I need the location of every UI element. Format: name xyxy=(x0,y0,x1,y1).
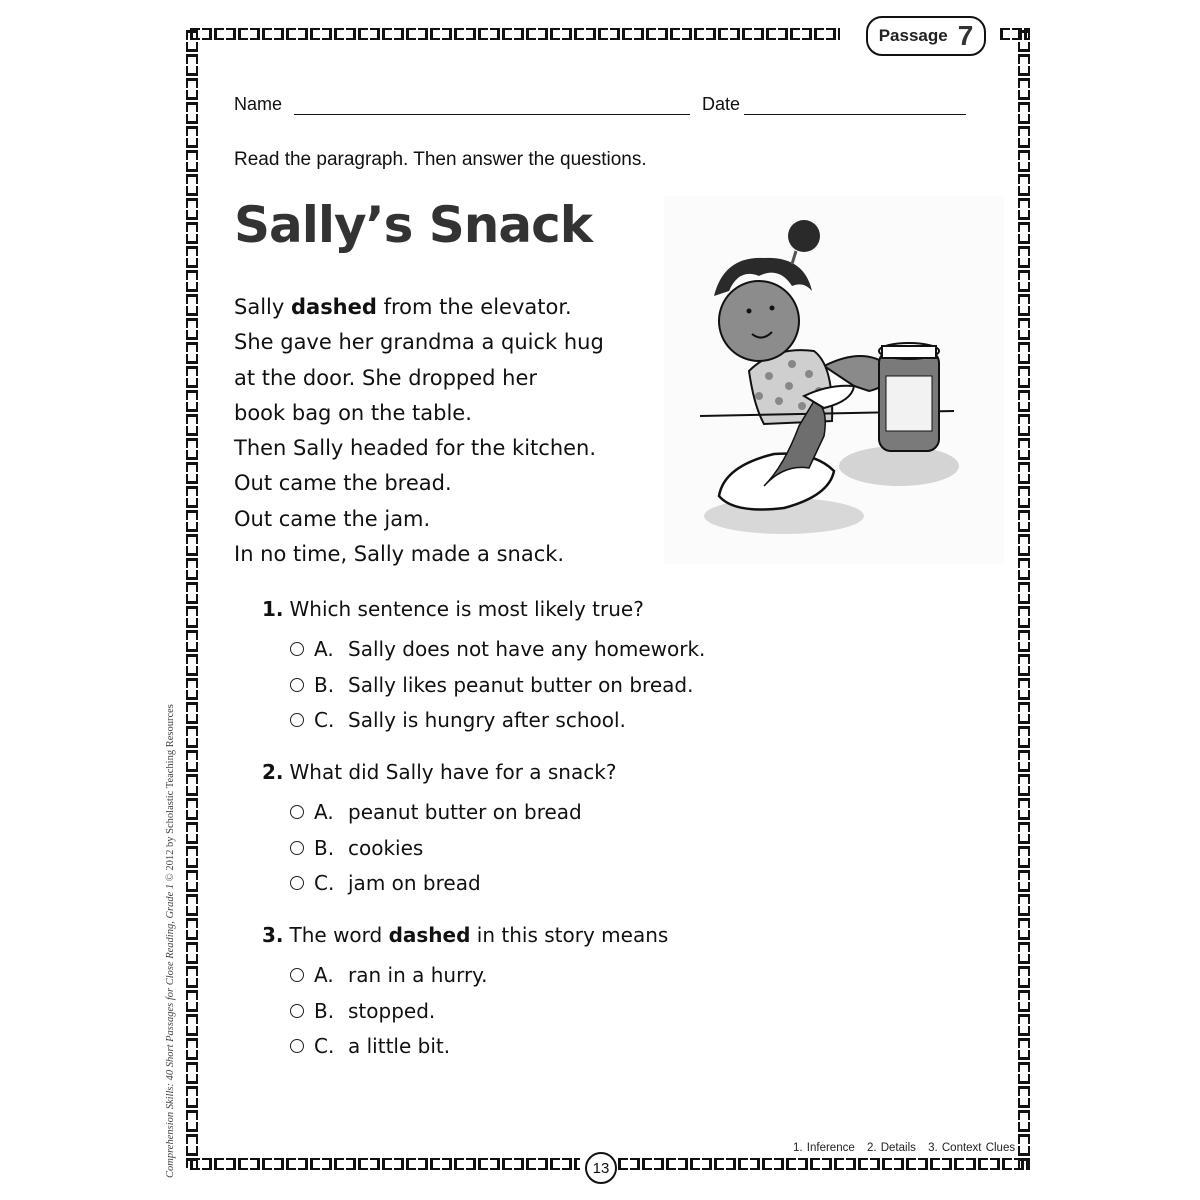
question-stem xyxy=(262,596,862,632)
answer-option-1b[interactable] xyxy=(262,667,862,703)
story-line: In no time, Sally made a snack. xyxy=(234,542,565,567)
answer-option-1a[interactable] xyxy=(262,632,862,668)
chain-border-bottom-right xyxy=(618,1158,1030,1170)
option-letter: A. xyxy=(314,963,334,988)
option-text: Sally likes peanut butter on bread. xyxy=(348,672,694,697)
passage-tag xyxy=(866,16,986,56)
option-letter: B. xyxy=(314,835,335,860)
name-field[interactable] xyxy=(294,114,690,115)
option-letter: C. xyxy=(314,708,335,733)
story-line: Out came the jam. xyxy=(234,506,431,531)
skill-label: 1. Inference xyxy=(793,1142,855,1154)
instructions: Read the paragraph. Then answer the questions. xyxy=(234,149,647,170)
radio-circle-icon[interactable] xyxy=(290,642,304,656)
question-2 xyxy=(262,759,862,901)
question-text: Which sentence is most likely true? xyxy=(289,597,644,621)
option-text: Sally is hungry after school. xyxy=(348,708,626,733)
question-text: What did Sally have for a snack? xyxy=(289,760,617,784)
vocab-word: dashed xyxy=(290,295,377,319)
question-stem xyxy=(262,759,862,795)
passage-label: Passage xyxy=(878,26,948,45)
question-text: The word xyxy=(289,923,389,947)
story-line: book bag on the table. xyxy=(234,400,472,425)
option-letter: C. xyxy=(314,871,335,896)
question-number: 2. xyxy=(262,760,284,784)
radio-circle-icon[interactable] xyxy=(290,968,304,982)
option-letter: B. xyxy=(314,998,335,1023)
option-letter: A. xyxy=(314,800,334,825)
question-3 xyxy=(262,922,862,1064)
skills-legend xyxy=(793,1142,1023,1154)
option-letter: B. xyxy=(314,672,335,697)
option-text: ran in a hurry. xyxy=(348,963,488,988)
option-text: cookies xyxy=(348,835,424,860)
answer-option-3a[interactable] xyxy=(262,958,862,994)
option-text: stopped. xyxy=(348,998,436,1023)
question-number: 1. xyxy=(262,597,284,621)
chain-border-left xyxy=(186,30,198,1170)
option-text: a little bit. xyxy=(348,1034,451,1059)
option-text: peanut butter on bread xyxy=(348,800,582,825)
girl-making-snack-icon xyxy=(664,196,1004,564)
date-label: Date xyxy=(702,94,741,114)
option-letter: A. xyxy=(314,637,334,662)
vocab-word: dashed xyxy=(388,923,471,947)
option-letter: C. xyxy=(314,1034,335,1059)
chain-border-top xyxy=(190,28,840,40)
radio-circle-icon[interactable] xyxy=(290,678,304,692)
answer-option-1c[interactable] xyxy=(262,703,862,739)
answer-option-2b[interactable] xyxy=(262,830,862,866)
story-line: at the door. She dropped her xyxy=(234,365,538,390)
answer-option-3c[interactable] xyxy=(262,1029,862,1065)
story-line: She gave her grandma a quick hug xyxy=(234,330,604,355)
name-date-row xyxy=(234,92,974,120)
story-line: Out came the bread. xyxy=(234,471,452,496)
skill-label: 2. Details xyxy=(866,1142,916,1154)
question-number: 3. xyxy=(262,923,284,947)
answer-option-2c[interactable] xyxy=(262,866,862,902)
radio-circle-icon[interactable] xyxy=(290,1004,304,1018)
question-text: in this story means xyxy=(470,923,669,947)
question-1 xyxy=(262,596,862,738)
answer-option-2a[interactable] xyxy=(262,795,862,831)
radio-circle-icon[interactable] xyxy=(290,841,304,855)
question-stem xyxy=(262,922,862,958)
option-text: Sally does not have any homework. xyxy=(348,637,706,662)
page-number: 13 xyxy=(585,1152,617,1184)
radio-circle-icon[interactable] xyxy=(290,876,304,890)
copyright-title: Comprehension Skills: 40 Short Passages for Close Reading, Grade 1 xyxy=(165,883,176,1178)
radio-circle-icon[interactable] xyxy=(290,805,304,819)
story-line: Then Sally headed for the kitchen. xyxy=(234,436,597,461)
story-paragraph xyxy=(234,290,664,572)
story-line xyxy=(234,290,664,325)
story-illustration xyxy=(664,196,1004,564)
radio-circle-icon[interactable] xyxy=(290,1039,304,1053)
chain-border-right xyxy=(1018,30,1030,1170)
skill-label: 3. Context Clues xyxy=(928,1142,1016,1154)
date-field[interactable] xyxy=(744,114,966,115)
answer-option-3b[interactable] xyxy=(262,993,862,1029)
copyright-text: © 2012 by Scholastic Teaching Resources xyxy=(165,704,176,884)
option-text: jam on bread xyxy=(348,871,481,896)
story-text: from the elevator. xyxy=(376,295,572,319)
story-text: Sally xyxy=(234,295,291,319)
story-title: Sally’s Snack xyxy=(234,196,593,254)
name-label: Name xyxy=(234,94,283,114)
copyright-notice xyxy=(165,704,176,1178)
chain-border-bottom-left xyxy=(190,1158,580,1170)
radio-circle-icon[interactable] xyxy=(290,713,304,727)
questions-section xyxy=(262,596,862,1085)
passage-number: 7 xyxy=(957,20,974,51)
